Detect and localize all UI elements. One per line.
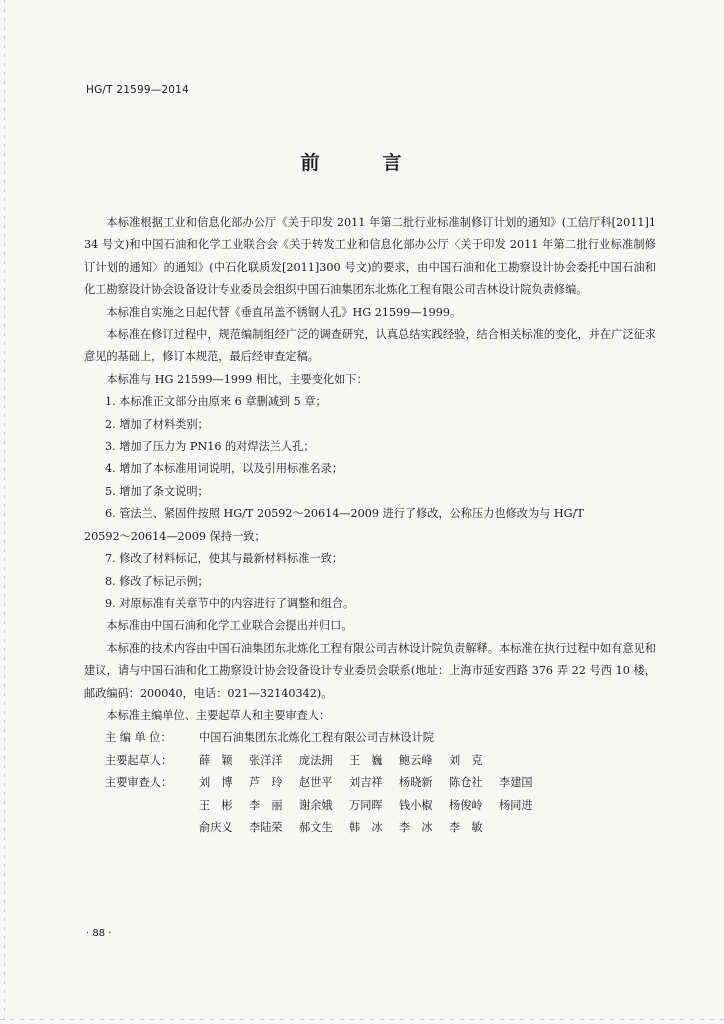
reviewer-name: 刘吉祥	[349, 776, 383, 790]
drafter-name: 庞法拥	[299, 753, 333, 767]
change-item: 4. 增加了本标准用词说明，以及引用标准名录；	[105, 462, 343, 476]
reviewer-name: 万同晖	[349, 798, 383, 812]
scan-edge-bottom	[0, 1019, 724, 1020]
reviewer-name: 谢余娥	[299, 798, 333, 812]
change-item-6-line1: 6. 管法兰、紧固件按照 HG/T 20592～20614—2009 进行了修改，公称压力也修改为与 HG/T	[105, 507, 584, 521]
reviewer-name: 王 彬	[199, 798, 233, 812]
standard-code: HG/T 21599—2014	[86, 84, 189, 96]
drafters-label: 主要起草人：	[105, 753, 173, 767]
reviewer-name: 俞庆义	[199, 820, 233, 834]
drafter-name: 王 巍	[349, 753, 383, 767]
drafter-name: 张洋洋	[249, 753, 283, 767]
drafters-row	[84, 750, 656, 772]
reviewers-spacer	[105, 795, 199, 817]
reviewer-name: 杨俊岭	[449, 798, 483, 812]
change-item: 2. 增加了材料类别；	[105, 417, 209, 431]
editor-unit-label: 主 编 单 位：	[105, 731, 172, 745]
editor-unit-row	[84, 727, 656, 749]
reviewer-name: 韩 冰	[349, 820, 383, 834]
reviewer-name: 芦 玲	[249, 776, 283, 790]
change-item-6-line2: 20592～20614—2009 保持一致；	[84, 529, 266, 543]
reviewers-names-3	[199, 817, 499, 839]
drafter-name: 鲍云峰	[399, 753, 433, 767]
paragraph-replaces: 本标准自实施之日起代替《垂直吊盖不锈钢人孔》HG 21599—1999。	[106, 305, 462, 319]
reviewer-name: 刘 博	[199, 776, 233, 790]
change-item: 7. 修改了材料标记，使其与最新材料标准一致；	[105, 552, 343, 566]
reviewer-name: 李陆荣	[249, 820, 283, 834]
paragraph-proposer: 本标准由中国石油和化学工业联合会提出并归口。	[106, 619, 353, 633]
change-item: 9. 对原标准有关章节中的内容进行了调整和组合。	[105, 596, 355, 610]
reviewers-spacer	[105, 817, 199, 839]
reviewers-row-1	[84, 772, 656, 794]
page-number: · 88 ·	[86, 928, 112, 939]
reviewers-row-3	[84, 817, 656, 839]
change-item: 3. 增加了压力为 PN16 的对焊法兰人孔；	[105, 440, 315, 454]
paragraph-contact: 本标准的技术内容由中国石油集团东北炼化工程有限公司吉林设计院负责解释。本标准在执行过程中如有意见和建议，请与中国石油和化工勘察设计协会设备设计专业委员会联系(地址：上海市延安西路 376 弄 22 号西 10 楼，邮政编码：200040，电话：021—32140342)。	[84, 641, 656, 700]
paragraph-changes-intro: 本标准与 HG 21599—1999 相比，主要变化如下：	[106, 372, 368, 386]
preface-body	[84, 212, 656, 839]
paragraph-contributors-intro: 本标准主编单位、主要起草人和主要审查人：	[106, 708, 331, 722]
reviewer-name: 李 冰	[399, 820, 433, 834]
reviewer-name: 赵世平	[299, 776, 333, 790]
reviewer-name: 李 敏	[449, 820, 483, 834]
drafter-name: 刘 克	[449, 753, 483, 767]
reviewers-label: 主要审查人：	[105, 776, 173, 790]
paragraph-basis: 本标准根据工业和信息化部办公厅《关于印发 2011 年第二批行业标准制修订计划的通知》(工信厅科[2011]134 号文)和中国石油和化学工业联合会《关于转发工业和信息化部办公厅〈关于印发 2011 年第二批行业标准制修订计划的通知〉的通知》(中石化联质发[2011]300 号文)的要求，由中国石油和化工勘察设计协会委托中国石油和化工勘察设计协会设备设计专业委员会组织中国石油集团东北炼化工程有限公司吉林设计院负责修编。	[84, 216, 656, 297]
editor-unit-value: 中国石油集团东北炼化工程有限公司吉林设计院	[199, 731, 434, 745]
drafter-name: 薛 颖	[199, 753, 233, 767]
reviewers-row-2	[84, 795, 656, 817]
change-item: 5. 增加了条文说明；	[105, 484, 209, 498]
page-title: 前 言	[300, 152, 424, 174]
drafters-names	[199, 750, 499, 772]
reviewer-name: 杨同进	[499, 798, 533, 812]
change-item: 8. 修改了标记示例；	[105, 574, 209, 588]
reviewer-name: 李建国	[499, 776, 533, 790]
reviewers-names-1	[199, 772, 549, 794]
reviewer-name: 陈仓社	[449, 776, 483, 790]
change-item: 1. 本标准正文部分由原来 6 章删减到 5 章；	[105, 395, 327, 409]
reviewer-name: 李 丽	[249, 798, 283, 812]
reviewers-names-2	[199, 795, 549, 817]
reviewer-name: 杨晓新	[399, 776, 433, 790]
reviewer-name: 钱小椒	[399, 798, 433, 812]
paragraph-revision: 本标准在修订过程中，规范编制组经广泛的调查研究，认真总结实践经验，结合相关标准的变化，并在广泛征求意见的基础上，修订本规范，最后经审查定稿。	[84, 328, 656, 364]
reviewer-name: 郝文生	[299, 820, 333, 834]
